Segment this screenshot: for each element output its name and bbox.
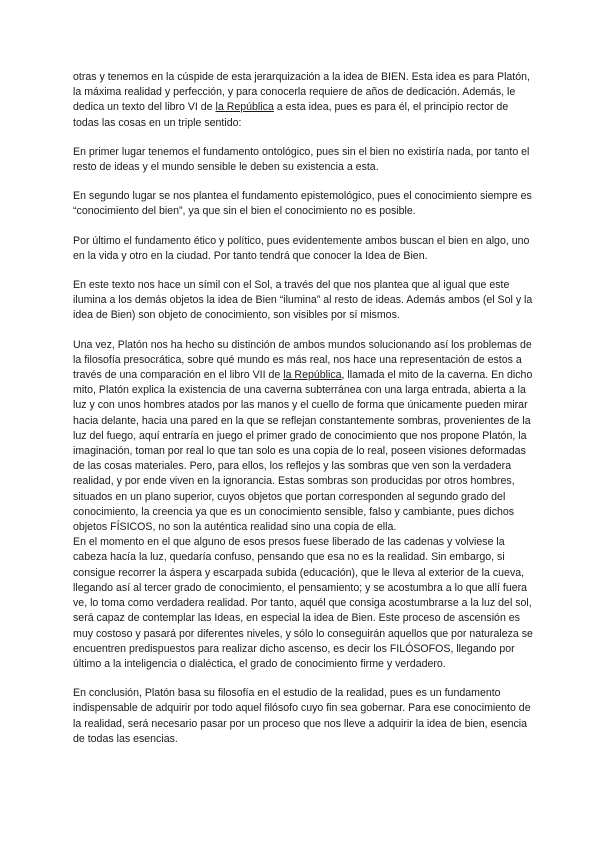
paragraph-ascenso: En el momento en el que alguno de esos presos fuese liberado de las cadenas y volviese la cabeza hacía la luz, quedaría confuso, pensando que esa no es la realidad. Sin embargo, si consigue recorrer la áspera y escarpada subida (educación), que le lleva al exterior de la cueva, llegando así al tercer grado de conocimiento, el pensamiento; y se acostumbra a lo que allí fuera ve, lo toma como verdadera realidad. Por tanto, aquél que consiga acostumbrarse a la luz del sol, será capaz de contemplar las Ideas, en especial la idea de Bien. Este proceso de ascensión es muy costoso y pasará por diferentes niveles, y sólo lo conseguirán aquellos que por naturaleza se encuentren predispuestos para realizar dicho ascenso, es decir los FILÓSOFOS, llegando por último a la inteligencia o dialéctica, el grado de conocimiento firme y verdadero.: [73, 536, 533, 670]
paragraph-text: , llamada el mito de la caverna. En dicho mito, Platón explica la existencia de una caverna subterránea con una larga entrada, abierta a la luz y con unos hombres atados por las manos y el cuello de forma que únicamente pueden mirar hacia delante, hacia una pared en la que se reflejan constantemente sombras, provenientes de la luz del fuego, aquí entraría en juego el primer grado de conocimiento que nos propone Platón, la imaginación, toman por real lo que tan solo es una copia de lo real, poseen visiones deformadas de las cosas materiales. Pero, para ellos, los reflejos y las sombras que ven son la verdadera realidad, y por ende viven en la ignorancia. Estas sombras son producidas por otros hombres, situados en un plano superior, cuyos objetos que portan corresponden al segundo grado del conocimiento, la creencia ya que es un conocimiento sensible, falso y cambiante, pues dichos objetos FÍSICOS, no son la auténtica realidad sino una copia de ella.: [73, 369, 533, 534]
paragraph-etico-politico: Por último el fundamento ético y político, pues evidentemente ambos buscan el bien en algo, uno en la vida y otro en la ciudad. Por tanto tendrá que conocer la Idea de Bien.: [73, 234, 530, 262]
book-title-link: la República: [215, 101, 274, 114]
document-body: [73, 70, 533, 761]
paragraph-idea-de-bien: [73, 70, 533, 131]
paragraph-text: otras y tenemos en la cúspide de esta jerarquización a la idea de BIEN. Esta idea es para Platón, la máxima realidad y perfección, y para conocerla requiere de años de dedicación. Además, le dedica un texto del libro VI de: [73, 71, 530, 114]
paragraph-ontologico: En primer lugar tenemos el fundamento ontológico, pues sin el bien no existiría nada, por tanto el resto de ideas y el mundo sensible le deben su existencia a esta.: [73, 145, 530, 174]
paragraph-simil-sol: En este texto nos hace un símil con el Sol, a través del que nos plantea que al igual que este ilumina a los demás objetos la idea de Bien “ilumina” al resto de ideas. Además ambos (el Sol y la idea de Bien) son objeto de conocimiento, son visibles por sí mismos.: [73, 279, 533, 322]
paragraph-conclusion: En conclusión, Platón basa su filosofía en el estudio de la realidad, pues es un fundamento indispensable de adquirir por todo aquel filósofo cuyo fin sea gobernar. Para ese conocimiento de la realidad, será necesario pasar por un proceso que nos lleve a adquirir la idea de bien, esencia de todas las esencias.: [73, 687, 531, 745]
paragraph-epistemologico: En segundo lugar se nos plantea el fundamento epistemológico, pues el conocimiento siempre es “conocimiento del bien”, ya que sin el bien el conocimiento no es posible.: [73, 190, 532, 218]
paragraph-text: Una vez, Platón nos ha hecho su distinción de ambos mundos solucionando así los problemas de la filosofía presocrática, sobre qué mundo es más real, nos hace una representación de estos a través de una comparación en el libro VII de: [73, 338, 532, 382]
paragraph-text: a esta idea, pues es para él, el principio rector de todas las cosas en un triple sentido:: [73, 101, 509, 129]
paragraph-mito-caverna: [73, 338, 533, 536]
book-title-link: la República: [283, 369, 342, 382]
